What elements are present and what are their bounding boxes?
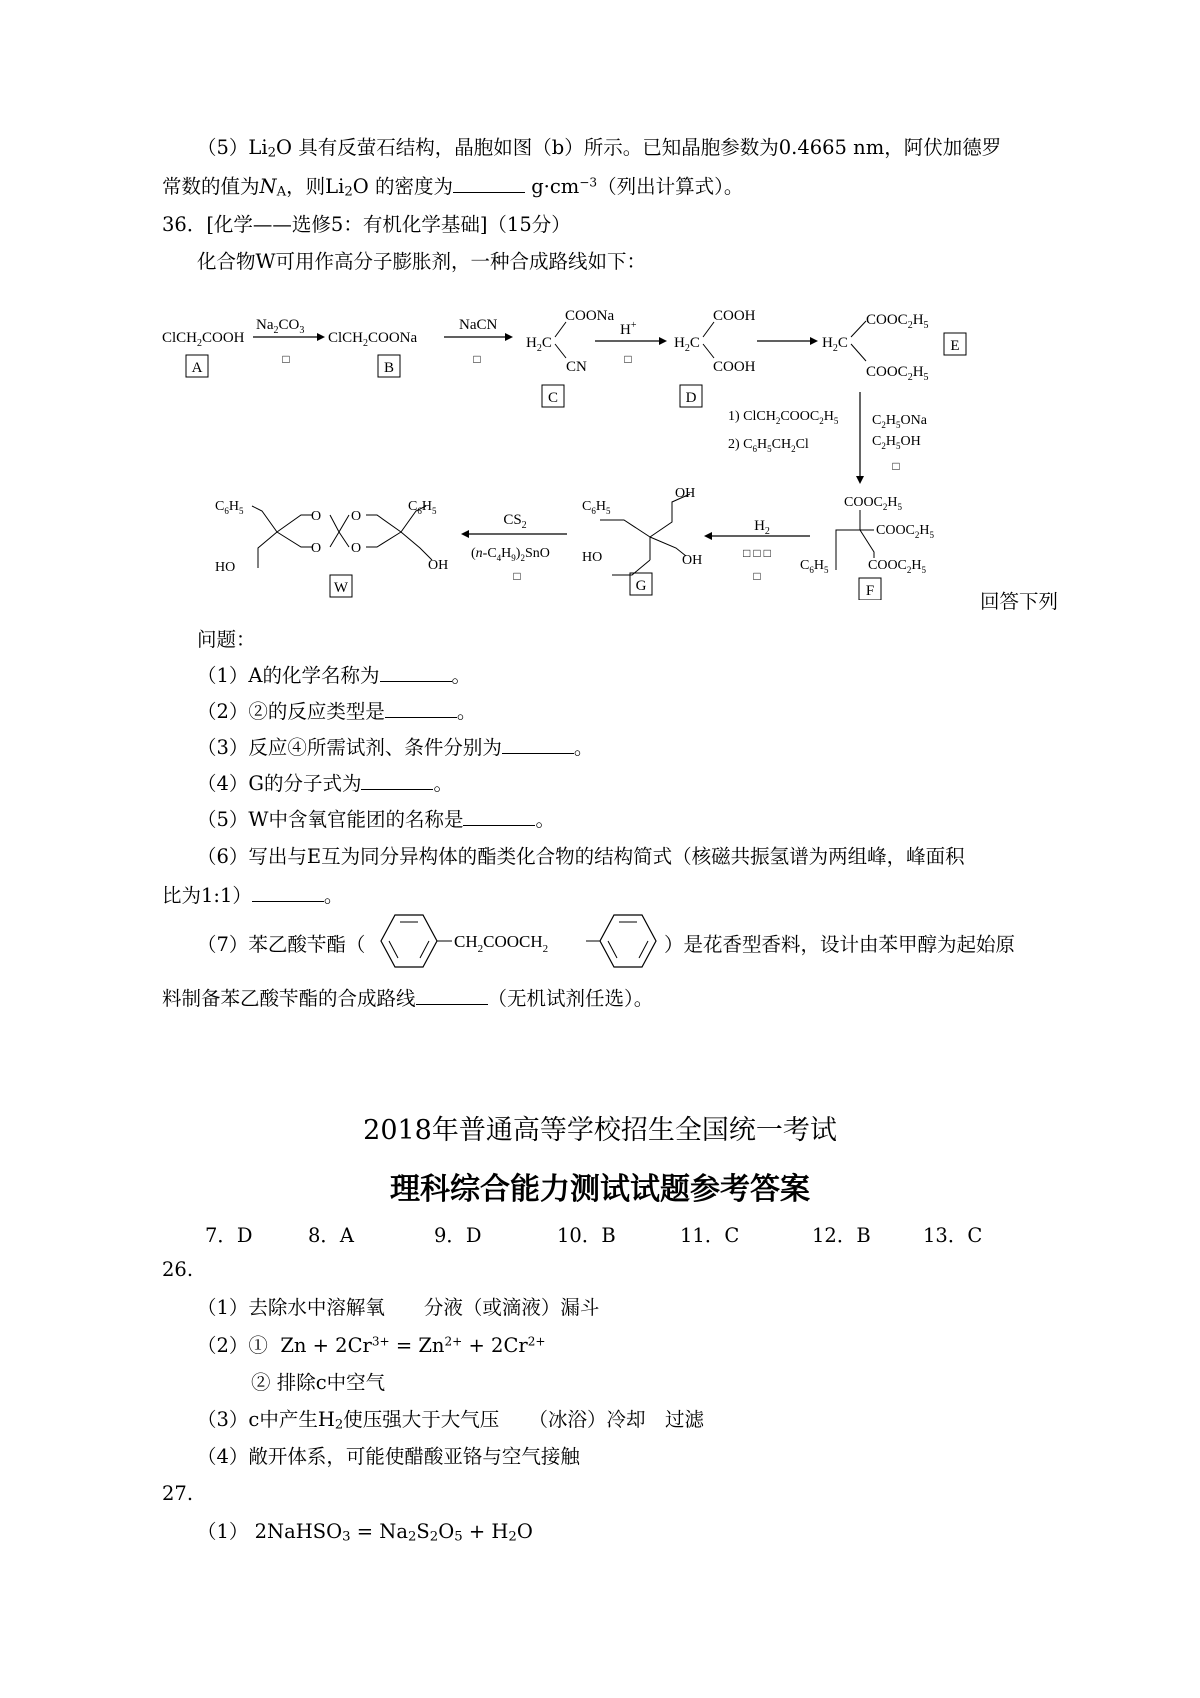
q36-trail: 回答下列 bbox=[980, 590, 1059, 613]
reagent-line-1: 1) $ClCH_2COOC_2H_5$ bbox=[728, 409, 839, 426]
w-oxygen-3: O bbox=[351, 509, 362, 524]
label-e: E bbox=[950, 338, 960, 354]
sub: 5 bbox=[454, 1529, 463, 1545]
q35-5-text: 具有反萤石结构，晶胞如图（b）所示。已知晶胞参数为0.4665 nm，阿伏加德罗 bbox=[292, 136, 1002, 159]
label-g: G bbox=[635, 578, 647, 594]
w-ho: HO bbox=[215, 560, 236, 575]
eq-part: + 2Cr bbox=[462, 1334, 528, 1357]
reagent-nacn: NaCN bbox=[459, 317, 498, 333]
sub: 2 bbox=[407, 1529, 417, 1545]
a26-3-text2: 使压强大于大气压 （冰浴）冷却 过滤 bbox=[343, 1408, 705, 1431]
a26-3 bbox=[197, 1408, 704, 1432]
q35-5-text4: 的密度为 bbox=[368, 175, 453, 198]
mc-answer-13: 13．C bbox=[923, 1224, 983, 1247]
compound-c-cn: CN bbox=[566, 359, 587, 375]
a27-1-label: （1） bbox=[197, 1520, 249, 1543]
compound-g-phenyl: $C_6H_5$ bbox=[582, 499, 611, 516]
q5-end: 。 bbox=[535, 808, 555, 831]
na-subscript: A bbox=[276, 184, 287, 200]
w-oxygen-4: O bbox=[351, 541, 362, 556]
mc-answer-8: 8．A bbox=[308, 1224, 354, 1247]
sub: 2 bbox=[508, 1529, 517, 1545]
mc-answer-11: 11．C bbox=[680, 1224, 740, 1247]
eq-part: = Zn bbox=[389, 1334, 445, 1357]
h2-subscript: 2 bbox=[334, 1417, 344, 1433]
compound-g-ho-left: HO bbox=[582, 550, 603, 565]
reagent-tin: $(n-C_4H_9)_2SnO$ bbox=[471, 546, 550, 563]
reagent-cs2: $CS_2$ bbox=[503, 512, 527, 531]
compound-f-ester-2: $COOC_2H_5$ bbox=[876, 523, 935, 540]
charge: 2+ bbox=[444, 1334, 463, 1349]
unit-text: g·cm bbox=[525, 175, 580, 198]
a26-2-label: （2）① bbox=[197, 1334, 268, 1357]
label-w: W bbox=[333, 580, 349, 596]
q3-end: 。 bbox=[573, 736, 594, 759]
eq-part: + H bbox=[462, 1520, 509, 1543]
label-d: D bbox=[685, 390, 697, 406]
compound-e-ch2: $H_2C$ bbox=[822, 335, 848, 354]
q26-number: 26. bbox=[162, 1258, 194, 1281]
q27-number: 27. bbox=[162, 1482, 194, 1505]
compound-e-ester-top: $COOC_2H_5$ bbox=[866, 312, 929, 331]
label-a: A bbox=[191, 360, 203, 376]
answer-title: 2018年普通高等学校招生全国统一考试 bbox=[363, 1115, 837, 1146]
q6-end: 。 bbox=[323, 884, 344, 907]
compound-c-coona: COONa bbox=[565, 308, 615, 324]
compound-b-formula: ClCH$_2$COONa bbox=[328, 330, 418, 349]
a26-3-text: （3）c中产生H bbox=[197, 1408, 335, 1431]
q36-header: 36．[化学——选修5：有机化学基础]（15分） bbox=[162, 213, 571, 236]
a26-2b: ② 排除c中空气 bbox=[251, 1371, 386, 1394]
mc-answer-12: 12．B bbox=[812, 1224, 871, 1247]
q3-text: （3）反应④所需试剂、条件分别为 bbox=[197, 736, 502, 759]
reagent-line-2: 2) $C_6H_5CH_2Cl$ bbox=[728, 437, 809, 454]
answer-subtitle: 理科综合能力测试试题参考答案 bbox=[390, 1172, 810, 1207]
q36-q7-end: ）是花香型香料，设计由苯甲醇为起始原 bbox=[664, 933, 1016, 956]
charge: 2+ bbox=[527, 1334, 546, 1349]
solvent-reagent: $C_2H_5OH$ bbox=[872, 434, 921, 451]
ring-right-double-2 bbox=[608, 941, 617, 958]
q5-text: （5）W中含氧官能团的名称是 bbox=[197, 808, 464, 831]
step-6-conditions: □ □ □ bbox=[743, 546, 771, 560]
compound-e-ester-bottom: $COOC_2H_5$ bbox=[866, 364, 929, 383]
eq-part: Zn + 2Cr bbox=[280, 1334, 372, 1357]
compound-f-ester-3: $COOC_2H_5$ bbox=[868, 558, 927, 575]
a26-4: （4）敞开体系，可能使醋酸亚铬与空气接触 bbox=[197, 1445, 580, 1468]
w-oxygen-2: O bbox=[311, 541, 322, 556]
li-subscript: 2 bbox=[267, 145, 277, 161]
step-7-mark: □ bbox=[513, 569, 521, 583]
mc-answer-9: 9．D bbox=[434, 1224, 482, 1247]
base-reagent: $C_2H_5ONa$ bbox=[872, 413, 927, 430]
sub: 3 bbox=[342, 1529, 351, 1545]
q4-end: 。 bbox=[433, 772, 453, 795]
q36-intro: 化合物W可用作高分子膨胀剂，一种合成路线如下： bbox=[197, 250, 647, 273]
eq-part: O bbox=[516, 1520, 533, 1543]
eq-part: O bbox=[438, 1520, 455, 1543]
compound-d-ch2: $H_2C$ bbox=[674, 335, 700, 354]
q2-end: 。 bbox=[456, 700, 477, 723]
ester-chain: $CH_2COOCH_2$ bbox=[454, 932, 549, 955]
label-c: C bbox=[547, 390, 559, 406]
w-phenyl-right: $C_6H_5$ bbox=[408, 499, 437, 516]
compound-c-ch2: $H_2C$ bbox=[526, 335, 552, 354]
charge: 3+ bbox=[371, 1334, 390, 1349]
ring-left-double-2 bbox=[389, 941, 398, 958]
eq-part: = Na bbox=[350, 1520, 408, 1543]
step-2-mark: □ bbox=[473, 352, 481, 366]
li-symbol: Li bbox=[248, 136, 268, 159]
q1-text: （1）A的化学名称为 bbox=[197, 664, 380, 687]
q35-5-text2: 常数的值为 bbox=[162, 175, 260, 198]
reagent-na2co3: $Na_2CO_3$ bbox=[256, 317, 305, 336]
na-symbol: N bbox=[259, 175, 277, 198]
step-1-mark: □ bbox=[282, 352, 290, 366]
q7-end: （无机试剂任选）。 bbox=[487, 987, 654, 1010]
q35-5-text5: （列出计算式）。 bbox=[597, 175, 744, 198]
q1-end: 。 bbox=[451, 664, 472, 687]
w-oxygen-1: O bbox=[311, 509, 322, 524]
q2-text: （2）②的反应类型是 bbox=[197, 700, 385, 723]
q36-q6-line1: （6）写出与E互为同分异构体的酯类化合物的结构简式（核磁共振氢谱为两组峰，峰面积 bbox=[197, 845, 965, 868]
li-symbol: Li bbox=[325, 175, 345, 198]
reagent-h2: $H_2$ bbox=[754, 518, 770, 537]
o-symbol: O bbox=[276, 136, 293, 159]
q36-q7-line2 bbox=[162, 987, 653, 1011]
li-subscript: 2 bbox=[344, 184, 353, 200]
compound-d-cooh-top: COOH bbox=[713, 308, 756, 324]
compound-f-ester-1: $COOC_2H_5$ bbox=[844, 495, 903, 512]
reagent-acid: H+ bbox=[620, 320, 637, 338]
eq-part: S bbox=[416, 1520, 430, 1543]
o-symbol: O bbox=[352, 175, 369, 198]
step-5-mark: □ bbox=[892, 459, 900, 473]
ring-right-double-3 bbox=[639, 941, 648, 958]
q4-text: （4）G的分子式为 bbox=[197, 772, 362, 795]
a27-1 bbox=[197, 1520, 533, 1544]
mc-answer-10: 10．B bbox=[557, 1224, 616, 1247]
w-phenyl-left: $C_6H_5$ bbox=[215, 499, 244, 516]
q36-q7-start: （7）苯乙酸苄酯（ bbox=[197, 933, 366, 956]
compound-d-cooh-bottom: COOH bbox=[713, 359, 756, 375]
unit-exponent: −3 bbox=[579, 175, 598, 190]
a26-1: （1）去除水中溶解氧 分液（或滴液）漏斗 bbox=[197, 1296, 600, 1319]
compound-f-phenyl: $C_6H_5$ bbox=[800, 558, 829, 575]
q35-5-text3: ，则 bbox=[286, 175, 326, 198]
label-b: B bbox=[383, 360, 395, 376]
step-3-mark: □ bbox=[624, 352, 632, 366]
label-f: F bbox=[865, 583, 875, 599]
q36-wen: 问题： bbox=[197, 628, 256, 651]
ring-left-double-3 bbox=[420, 941, 429, 958]
step-6-mark: □ bbox=[753, 569, 761, 583]
compound-g-oh-top: OH bbox=[675, 486, 696, 501]
compound-a-formula: ClCH$_2$COOH bbox=[162, 330, 245, 349]
q7-text: 料制备苯乙酸苄酯的合成路线 bbox=[162, 987, 416, 1010]
q6-text: 比为1:1） bbox=[162, 884, 252, 907]
eq-part: 2NaHSO bbox=[254, 1520, 343, 1543]
compound-g-oh-right: OH bbox=[682, 553, 703, 568]
a26-2 bbox=[197, 1334, 546, 1358]
answer-blank bbox=[416, 989, 488, 1005]
w-oh: OH bbox=[428, 558, 449, 573]
q35-5-number: （5） bbox=[197, 136, 249, 159]
sub: 2 bbox=[429, 1529, 439, 1545]
mc-answer-7: 7．D bbox=[205, 1224, 253, 1247]
